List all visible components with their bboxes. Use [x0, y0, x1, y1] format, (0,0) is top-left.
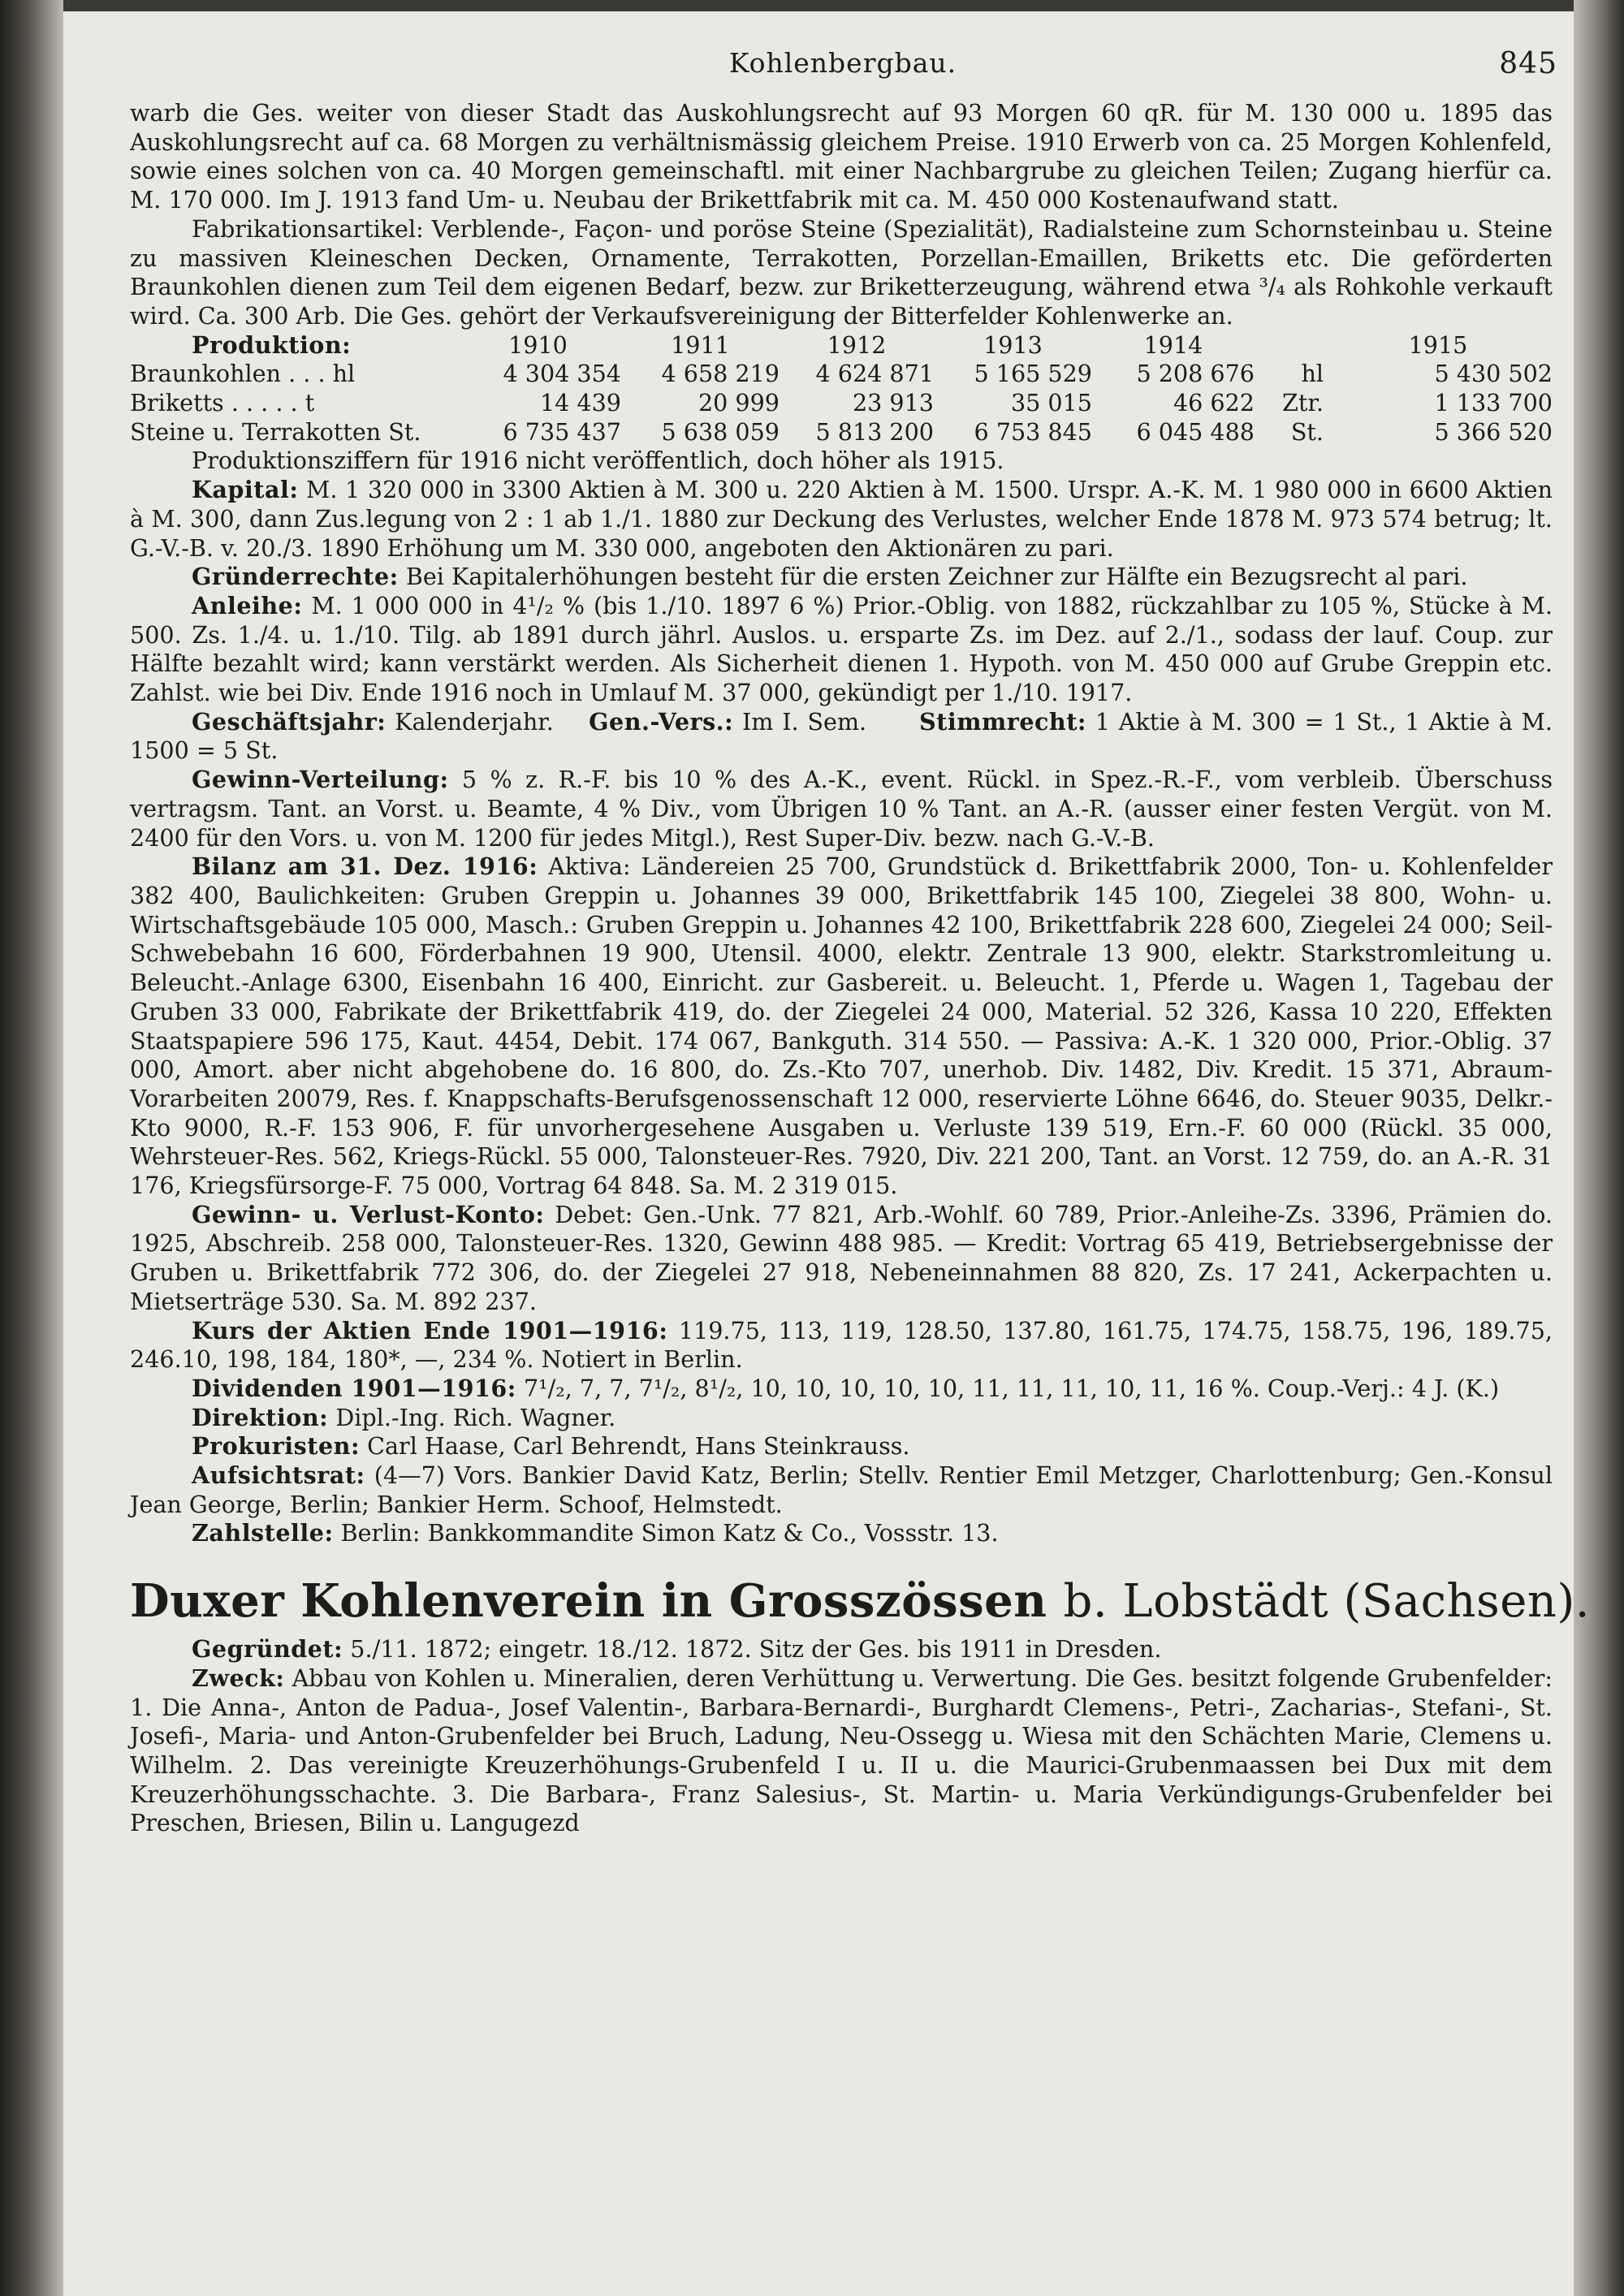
kurs-paragraph [130, 1317, 1553, 1375]
value-cell: 5 430 502 [1434, 360, 1553, 388]
entry-text: Aktiva: Ländereien 25 700, Grundstück d. Brikettfabrik 2000, Ton- u. Kohlenfelder 382 400, Baulichkeiten: Gruben Greppin u. Johannes 39 000, Brikettfabrik 145 100, Ziegelei 38 800, Wohn- u. Wirtschaftsgebäude 105 000, Masch.: Gruben Greppin u. Johannes 42 100, Brikettfabrik 228 600, Ziegelei 24 000; Seil-Schwebebahn 16 600, Förderbahnen 19 900, Utensil. 4000, elektr. Zentrale 13 900, elektr. Starkstromleitung u. Beleucht.-Anlage 6300, Eisenbahn 16 400, Einricht. zur Gasbereit. u. Beleucht. 1, Pferde u. Wagen 1, Tagebau der Gruben 33 000, Fabrikate der Brikettfabrik 419, do. der Ziegelei 24 000, Material. 52 326, Kassa 10 220, Effekten Staatspapiere 596 175, Kaut. 4454, Debit. 174 067, Bankguth. 314 550. — Passiva: A.-K. 1 320 000, Prior.-Oblig. 37 000, Amort. aber nicht abgehobene do. 16 800, do. Zs.-Kto 707, unerhob. Div. 1482, Div. Kredit. 15 371, Abraum-Vorarbeiten 20079, Res. f. Knappschafts-Berufsgenossenschaft 12 000, reservierte Löhne 6646, do. Steuer 9035, Delkr.-Kto 9000, R.-F. 153 906, F. für unvorhergesehene Ausgaben u. Verluste 139 519, Ern.-F. 60 000 (Rückl. 35 000, Wehrsteuer-Res. 562, Kriegs-Rückl. 55 000, Talonsteuer-Res. 7920, Div. 221 200, Tant. an Vorst. 12 759, do. an A.-R. 31 176, Kriegsfürsorge-F. 75 000, Vortrag 64 848. Sa. M. 2 319 015. [130, 852, 1553, 1200]
value-cell: 5 208 676 [1136, 360, 1255, 388]
production-header-row [130, 331, 1553, 360]
row-label: Braunkohlen . . . hl [130, 360, 356, 388]
entry-text: 5./11. 1872; eingetr. 18./12. 1872. Sitz der Ges. bis 1911 in Dresden. [350, 1635, 1162, 1664]
row-label: Steine u. Terrakotten St. [130, 417, 421, 446]
table-row [130, 360, 1553, 389]
entry-label: Gegründet: [192, 1635, 343, 1664]
value-cell: 6 045 488 [1136, 417, 1255, 446]
unit-cell: St. [1290, 417, 1324, 446]
table-row [130, 418, 1553, 447]
zweck-paragraph [130, 1664, 1553, 1838]
entry-text: Carl Haase, Carl Behrendt, Hans Steinkrauss. [367, 1432, 910, 1461]
value-cell: 5 366 520 [1434, 417, 1553, 446]
year-cell: 1915 [1408, 330, 1468, 359]
entry-label: Gen.-Vers.: [589, 707, 734, 736]
anleihe-paragraph [130, 592, 1553, 708]
entry-text: Debet: Gen.-Unk. 77 821, Arb.-Wohlf. 60 789, Prior.-Anleihe-Zs. 3396, Prämien do. 1925, Abschreib. 258 000, Talonsteuer-Res. 1320, Gewinn 488 985. — Kredit: Vortrag 65 419, Betriebsergebnisse der Gruben u. Brikettfabrik 772 306, do. der Ziegelei 27 918, Nebeneinnahmen 88 820, Zs. 17 241, Ackerpachten u. Mietserträge 530. Sa. M. 892 237. [130, 1200, 1553, 1315]
gewinn-verlust-paragraph [130, 1201, 1553, 1317]
year-cell: 1911 [671, 330, 730, 359]
entry-text: 5 % z. R.-F. bis 10 % des A.-K., event. Rückl. in Spez.-R.-F., vom verbleib. Überschuss vertragsm. Tant. an Vorst. u. Beamte, 4 % Div., vom Übrigen 10 % Tant. an A.-R. (ausser einer festen Vergüt. von M. 2400 für den Vors. u. von M. 1200 für jedes Mitgl.), Rest Super-Div. bezw. nach G.-V.-B. [130, 766, 1553, 852]
entry-text: Kalenderjahr. [395, 707, 554, 736]
entry-label: Gewinn- u. Verlust-Konto: [192, 1200, 545, 1228]
entry-label: Bilanz am 31. Dez. 1916: [192, 852, 538, 881]
gegruendet-paragraph [130, 1635, 1553, 1664]
value-cell: 5 638 059 [661, 417, 780, 446]
entry-label: Zahlstelle: [192, 1519, 334, 1547]
page-number: 845 [1499, 47, 1557, 80]
dividenden-paragraph [130, 1375, 1553, 1404]
value-cell: 20 999 [698, 389, 780, 417]
value-cell: 1 133 700 [1434, 389, 1553, 417]
entry-text: Bei Kapitalerhöhungen besteht für die ersten Zeichner zur Hälfte ein Bezugsrecht al pari. [405, 563, 1468, 591]
entry-text: Dipl.-Ing. Rich. Wagner. [335, 1403, 616, 1431]
fabrikation-paragraph: Fabrikationsartikel: Verblende-, Façon- und poröse Steine (Spezialität), Radialsteine zum Schornsteinbau u. Steine zu massiven Kleineschen Decken, Ornamente, Terrakotten, Porzellan-Emaillen, Briketts etc. Die geförderten Braunkohlen dienen zum Teil dem eigenen Bedarf, bezw. zur Briketterzeugung, während etwa ³/₄ als Rohkohle verkauft wird. Ca. 300 Arb. Die Ges. gehört der Verkaufsvereinigung der Bitterfelder Kohlenwerke an. [130, 214, 1553, 330]
geschaeftsjahr-paragraph [130, 708, 1553, 766]
prokuristen-paragraph [130, 1432, 1553, 1461]
entry-text: M. 1 320 000 in 3300 Aktien à M. 300 u. 220 Aktien à M. 1500. Urspr. A.-K. M. 1 980 000 in 6600 Aktien à M. 300, dann Zus.legung von 2 : 1 ab 1./1. 1880 zur Deckung des Verlustes, welcher Ende 1878 M. 973 574 betrug; lt. G.-V.-B. v. 20./3. 1890 Erhöhung um M. 330 000, angeboten den Aktionären zu pari. [130, 476, 1553, 562]
value-cell: 35 015 [1010, 389, 1092, 417]
entry-label: Geschäftsjahr: [192, 707, 387, 736]
entry-label: Direktion: [192, 1403, 329, 1431]
production-note: Produktionsziffern für 1916 nicht veröffentlich, doch höher als 1915. [192, 447, 1004, 475]
production-table [130, 331, 1553, 447]
entry-label: Stimmrecht: [919, 707, 1086, 736]
entry-label: Anleihe: [192, 591, 303, 619]
kapital-paragraph [130, 476, 1553, 563]
page-left-edge [0, 0, 63, 2296]
bilanz-paragraph [130, 852, 1553, 1200]
entry-text: M. 1 000 000 in 4¹/₂ % (bis 1./10. 1897 6 %) Prior.-Oblig. von 1882, rückzahlbar zu 105 %, Stücke à M. 500. Zs. 1./4. u. 1./10. Tilg. ab 1891 durch jährl. Auslos. u. ersparte Zs. im Dez. auf 2./1., sodass der lauf. Coup. zur Hälfte bezahlt wird; kann verstärkt werden. Als Sicherheit dienen 1. Hypoth. von M. 450 000 auf Grube Greppin etc. Zahlst. wie bei Div. Ende 1916 noch in Umlauf M. 37 000, gekündigt per 1./10. 1917. [130, 591, 1553, 707]
section-subtitle: b. Lobstädt (Sachsen). [1063, 1575, 1591, 1629]
unit-cell: Ztr. [1282, 389, 1324, 417]
year-cell: 1912 [827, 330, 887, 359]
entry-label: Zweck: [192, 1664, 285, 1692]
value-cell: 14 439 [539, 389, 621, 417]
row-label: Briketts . . . . . t [130, 389, 315, 417]
section-heading [130, 1573, 1591, 1630]
table-row [130, 389, 1553, 418]
year-cell: 1910 [508, 330, 568, 359]
value-cell: 6 735 437 [503, 417, 621, 446]
gruenderrechte-paragraph [130, 563, 1553, 592]
entry-label: Dividenden 1901—1916: [192, 1374, 516, 1402]
value-cell: 6 753 845 [974, 417, 1092, 446]
entry-text: Abbau von Kohlen u. Mineralien, deren Verhüttung u. Verwertung. Die Ges. besitzt folgende Grubenfelder: 1. Die Anna-, Anton de Padua-, Josef Valentin-, Barbara-Bernardi-, Burghardt Clemens-, Petri-, Zacharias-, Stefani-, St. Josefi-, Maria- und Anton-Grubenfelder bei Bruch, Ladung, Neu-Ossegg u. Wiesa mit den Schächten Marie, Clemens u. Wilhelm. 2. Das vereinigte Kreuzerhöhungs-Grubenfeld I u. II u. die Maurici-Grubenmaassen bei Dux mit dem Kreuzerhöhungsschachte. 3. Die Barbara-, Franz Salesius-, St. Martin- u. Maria Verkündigungs-Grubenfelder bei Preschen, Briesen, Bilin u. Langugezd [130, 1664, 1553, 1837]
section-title: Duxer Kohlenverein in Grosszössen [130, 1574, 1047, 1629]
page-right-edge [1574, 0, 1624, 2296]
entry-label: Gewinn-Verteilung: [192, 766, 449, 794]
entry-text: Berlin: Bankkommandite Simon Katz & Co., Vossstr. 13. [340, 1519, 999, 1547]
value-cell: 5 165 529 [974, 360, 1092, 388]
value-cell: 4 624 871 [815, 360, 934, 388]
zahlstelle-paragraph [130, 1519, 1553, 1548]
entry-text: 7¹/₂, 7, 7, 7¹/₂, 8¹/₂, 10, 10, 10, 10, 10, 11, 11, 11, 10, 11, 16 %. Coup.-Verj.: 4 J. (K.) [523, 1374, 1500, 1402]
gewinn-verteilung-paragraph [130, 766, 1553, 852]
intro-paragraph: warb die Ges. weiter von dieser Stadt das Auskohlungsrecht auf 93 Morgen 60 qR. für M. 130 000 u. 1895 das Auskohlungsrecht auf ca. 68 Morgen zu verhältnismässig gleichem Preise. 1910 Erwerb von ca. 25 Morgen Kohlenfeld, sowie eines solchen von ca. 40 Morgen gemeinschaftl. mit einer Nachbargrube zu gleichen Teilen; Zugang hierfür ca. M. 170 000. Im J. 1913 fand Um- u. Neubau der Brikettfabrik mit ca. M. 450 000 Kostenaufwand statt. [130, 99, 1553, 214]
entry-label: Kapital: [192, 476, 299, 504]
entry-text: (4—7) Vors. Bankier David Katz, Berlin; Stellv. Rentier Emil Metzger, Charlottenburg; Gen.-Konsul Jean George, Berlin; Bankier Herm. Schoof, Helmstedt. [130, 1461, 1553, 1518]
page-header [128, 47, 1557, 88]
entry-label: Kurs der Aktien Ende 1901—1916: [192, 1316, 668, 1344]
value-cell: 46 622 [1173, 389, 1255, 417]
entry-text: Im I. Sem. [742, 707, 867, 736]
production-label: Produktion: [192, 330, 352, 359]
aufsichtsrat-paragraph [130, 1461, 1553, 1519]
unit-cell: hl [1301, 360, 1324, 388]
year-cell: 1914 [1143, 330, 1203, 359]
page-body [130, 99, 1591, 1838]
direktion-paragraph [130, 1404, 1553, 1433]
year-cell: 1913 [983, 330, 1043, 359]
value-cell: 4 304 354 [503, 360, 621, 388]
entry-label: Prokuristen: [192, 1432, 361, 1461]
value-cell: 4 658 219 [661, 360, 780, 388]
value-cell: 5 813 200 [815, 417, 934, 446]
value-cell: 23 913 [852, 389, 934, 417]
entry-label: Gründerrechte: [192, 563, 399, 591]
running-title: Kohlenbergbau. [728, 47, 957, 79]
entry-text: 1 Aktie à M. 300 = 1 St., 1 Aktie à M. 1500 = 5 St. [130, 707, 1553, 765]
entry-label: Aufsichtsrat: [192, 1461, 365, 1490]
entry-text: 119.75, 113, 119, 128.50, 137.80, 161.75, 174.75, 158.75, 196, 189.75, 246.10, 198, 184, 180*, —, 234 %. Notiert in Berlin. [130, 1316, 1553, 1374]
